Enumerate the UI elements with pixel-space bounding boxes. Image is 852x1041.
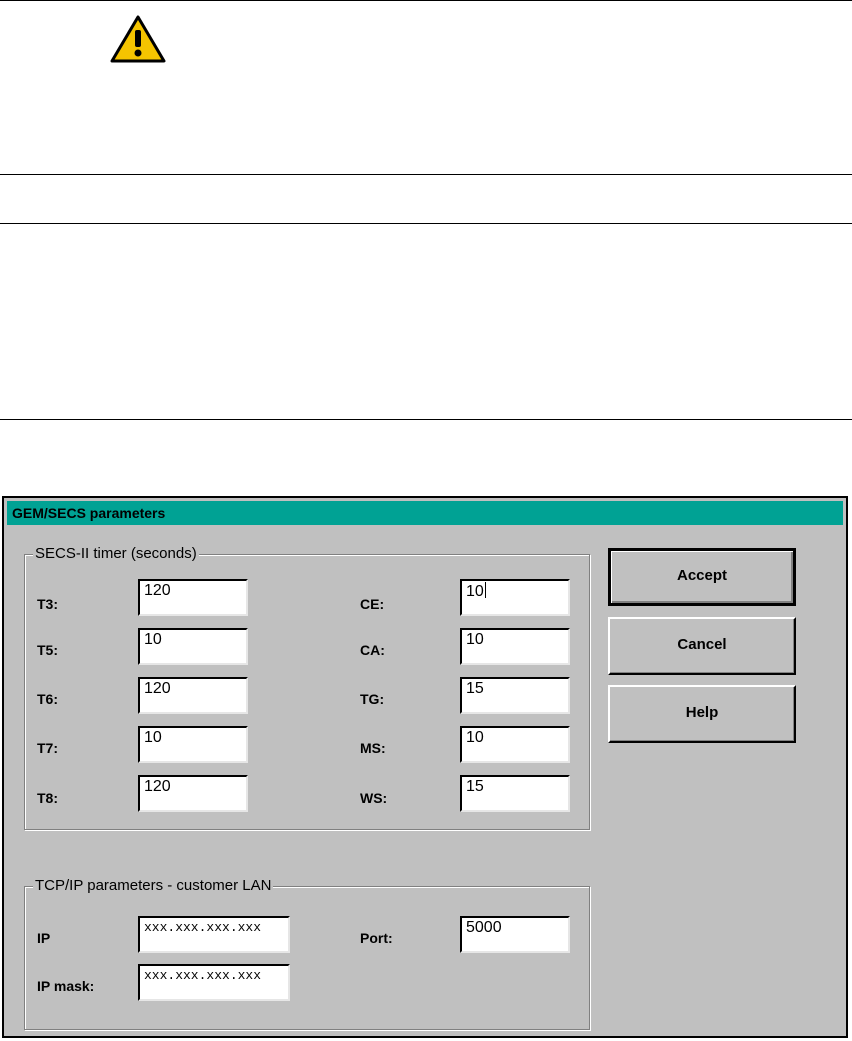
ms-label: MS:	[360, 740, 386, 756]
help-button[interactable]: Help	[608, 685, 796, 743]
ce-value: 10	[466, 583, 484, 600]
warning-icon	[110, 14, 166, 64]
t5-label: T5:	[37, 642, 58, 658]
port-field[interactable]: 5000	[460, 916, 570, 953]
t8-field[interactable]: 120	[138, 775, 248, 812]
accept-button[interactable]: Accept	[608, 548, 796, 606]
ws-field[interactable]: 15	[460, 775, 570, 812]
t3-label: T3:	[37, 596, 58, 612]
tg-label: TG:	[360, 691, 385, 707]
ip-mask-label: IP mask:	[37, 978, 95, 994]
secs-timer-group-label: SECS-II timer (seconds)	[35, 545, 197, 562]
t5-field[interactable]: 10	[138, 628, 248, 665]
gem-secs-dialog	[2, 496, 848, 1038]
ca-label: CA:	[360, 642, 385, 658]
ms-field[interactable]: 10	[460, 726, 570, 763]
t8-label: T8:	[37, 790, 58, 806]
ip-label: IP	[37, 930, 51, 946]
tg-field[interactable]: 15	[460, 677, 570, 714]
ip-mask-field[interactable]: xxx.xxx.xxx.xxx	[138, 964, 290, 1001]
t6-label: T6:	[37, 691, 58, 707]
tcpip-group-label: TCP/IP parameters - customer LAN	[35, 877, 272, 894]
ce-label: CE:	[360, 596, 385, 612]
t3-field[interactable]: 120	[138, 579, 248, 616]
ip-field[interactable]: xxx.xxx.xxx.xxx	[138, 916, 290, 953]
t7-label: T7:	[37, 740, 58, 756]
divider-2	[0, 223, 852, 224]
divider-3	[0, 419, 852, 420]
t6-field[interactable]: 120	[138, 677, 248, 714]
divider-1	[0, 174, 852, 175]
top-rule	[0, 0, 852, 1]
dialog-title: GEM/SECS parameters	[7, 501, 843, 525]
ca-field[interactable]: 10	[460, 628, 570, 665]
cancel-button[interactable]: Cancel	[608, 617, 796, 675]
port-label: Port:	[360, 930, 393, 946]
ce-field[interactable]	[460, 579, 570, 616]
text-caret	[485, 582, 486, 598]
tcpip-group	[24, 877, 590, 1030]
ws-label: WS:	[360, 790, 388, 806]
t7-field[interactable]: 10	[138, 726, 248, 763]
